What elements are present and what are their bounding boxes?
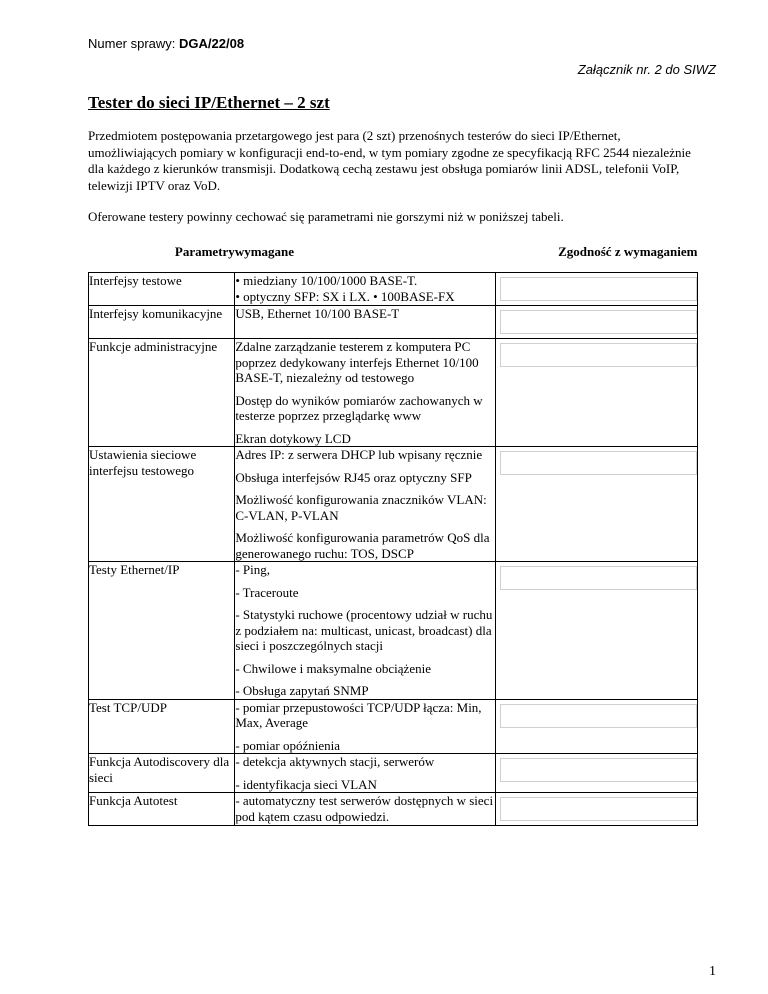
- requirement-item: • miedziany 10/100/1000 BASE-T. • optyczny SFP: SX i LX. • 100BASE-FX: [235, 273, 455, 304]
- requirement-cell: [235, 699, 496, 754]
- header-compliance: Zgodność z wymaganiem: [558, 244, 698, 259]
- requirement-item: - pomiar przepustowości TCP/UDP łącza: Min, Max, Average: [235, 699, 482, 730]
- compliance-input-box[interactable]: [500, 758, 697, 782]
- param-cell: Funkcja Autotest: [89, 793, 235, 826]
- requirement-item: - Ping,: [235, 562, 270, 577]
- requirement-item: Dostęp do wyników pomiarów zachowanych w testerze poprzez przeglądarkę www: [235, 392, 483, 423]
- requirement-cell: [235, 562, 496, 700]
- case-number-header: [88, 36, 244, 51]
- requirements-table: [88, 232, 698, 826]
- requirement-item: - Traceroute: [235, 584, 299, 600]
- requirement-cell: [235, 273, 496, 306]
- header-param: Parametry: [174, 244, 235, 259]
- table-row: [89, 339, 698, 447]
- requirement-item: Możliwość konfigurowania parametrów QoS dla generowanego ruchu: TOS, DSCP: [235, 530, 490, 561]
- compliance-input-box[interactable]: [500, 277, 697, 301]
- case-number-label: Numer sprawy:: [88, 36, 180, 51]
- requirement-item: - Statystyki ruchowe (procentowy udział w ruchu z podziałem na: multicast, unicast, broadcast) dla sieci i poszczególnych stacji: [235, 607, 493, 653]
- table-row: [89, 562, 698, 700]
- document-title: Tester do sieci IP/Ethernet – 2 szt: [88, 93, 330, 112]
- intro-paragraph-2: Oferowane testery powinny cechować się parametrami nie gorszymi niż w poniższej tabeli.: [88, 209, 564, 224]
- compliance-cell[interactable]: [496, 273, 698, 306]
- param-cell: Funkcje administracyjne: [89, 339, 235, 447]
- page-number: 1: [709, 964, 716, 979]
- compliance-cell[interactable]: [496, 699, 698, 754]
- case-number-value: DGA/22/08: [179, 36, 245, 51]
- requirement-item: - identyfikacja sieci VLAN: [235, 776, 377, 792]
- compliance-cell[interactable]: [496, 793, 698, 826]
- requirement-item: - pomiar opóźnienia: [235, 737, 340, 753]
- compliance-input-box[interactable]: [500, 566, 697, 590]
- compliance-input-box[interactable]: [500, 704, 697, 728]
- table-row: [89, 793, 698, 826]
- compliance-input-box[interactable]: [500, 343, 697, 367]
- param-cell: Test TCP/UDP: [89, 699, 235, 754]
- table-row: [89, 273, 698, 306]
- requirement-cell: [235, 447, 496, 562]
- table-header-row: [89, 232, 698, 273]
- table-body: [89, 273, 698, 826]
- compliance-cell[interactable]: [496, 306, 698, 339]
- table-row: [89, 306, 698, 339]
- intro-paragraph: Przedmiotem postępowania przetargowego jest para (2 szt) przenośnych testerów do sieci IP/Ethernet, umożliwiających pomiary w konfiguracji end-to-end, w tym pomiary zgodne ze specyfikacją RFC 2544 niezależnie dla każdego z kierunków transmisji. Dodatkową cechą zestawu jest obsługa pomiarów linii ADSL, telefonii VoIP, telewizji IPTV oraz VoD.: [88, 128, 691, 193]
- requirement-item: Adres IP: z serwera DHCP lub wpisany ręcznie: [235, 447, 483, 462]
- requirement-item: USB, Ethernet 10/100 BASE-T: [235, 306, 400, 321]
- compliance-cell[interactable]: [496, 339, 698, 447]
- requirement-item: - Obsługa zapytań SNMP: [235, 683, 369, 698]
- attachment-label: Załącznik nr. 2 do SIWZ: [577, 62, 716, 77]
- table-row: [89, 754, 698, 793]
- compliance-input-box[interactable]: [500, 451, 697, 475]
- requirement-item: Ekran dotykowy LCD: [235, 430, 351, 446]
- compliance-input-box[interactable]: [500, 310, 697, 334]
- table-row: [89, 447, 698, 562]
- param-cell: Ustawienia sieciowe interfejsu testowego: [89, 447, 235, 562]
- requirement-cell: [235, 339, 496, 447]
- requirement-cell: [235, 306, 496, 339]
- requirement-item: Możliwość konfigurowania znaczników VLAN: C-VLAN, P-VLAN: [235, 492, 487, 523]
- requirement-item: Obsługa interfejsów RJ45 oraz optyczny SFP: [235, 469, 472, 485]
- compliance-cell[interactable]: [496, 754, 698, 793]
- compliance-input-box[interactable]: [500, 797, 697, 821]
- param-cell: Interfejsy testowe: [89, 273, 235, 306]
- param-cell: Testy Ethernet/IP: [89, 562, 235, 700]
- compliance-cell[interactable]: [496, 447, 698, 562]
- compliance-cell[interactable]: [496, 562, 698, 700]
- requirement-cell: [235, 754, 496, 793]
- requirement-item: - automatyczny test serwerów dostępnych w sieci pod kątem czasu odpowiedzi.: [235, 793, 494, 824]
- table-row: [89, 699, 698, 754]
- requirement-item: - Chwilowe i maksymalne obciążenie: [235, 660, 431, 676]
- header-required: wymagane: [234, 244, 295, 259]
- param-cell: Interfejsy komunikacyjne: [89, 306, 235, 339]
- requirement-item: Zdalne zarządzanie testerem z komputera PC poprzez dedykowany interfejs Ethernet 10/100 BASE-T, niezależny od testowego: [235, 339, 479, 385]
- param-cell: Funkcja Autodiscovery dla sieci: [89, 754, 235, 793]
- requirement-item: - detekcja aktywnych stacji, serwerów: [235, 754, 435, 769]
- requirement-cell: [235, 793, 496, 826]
